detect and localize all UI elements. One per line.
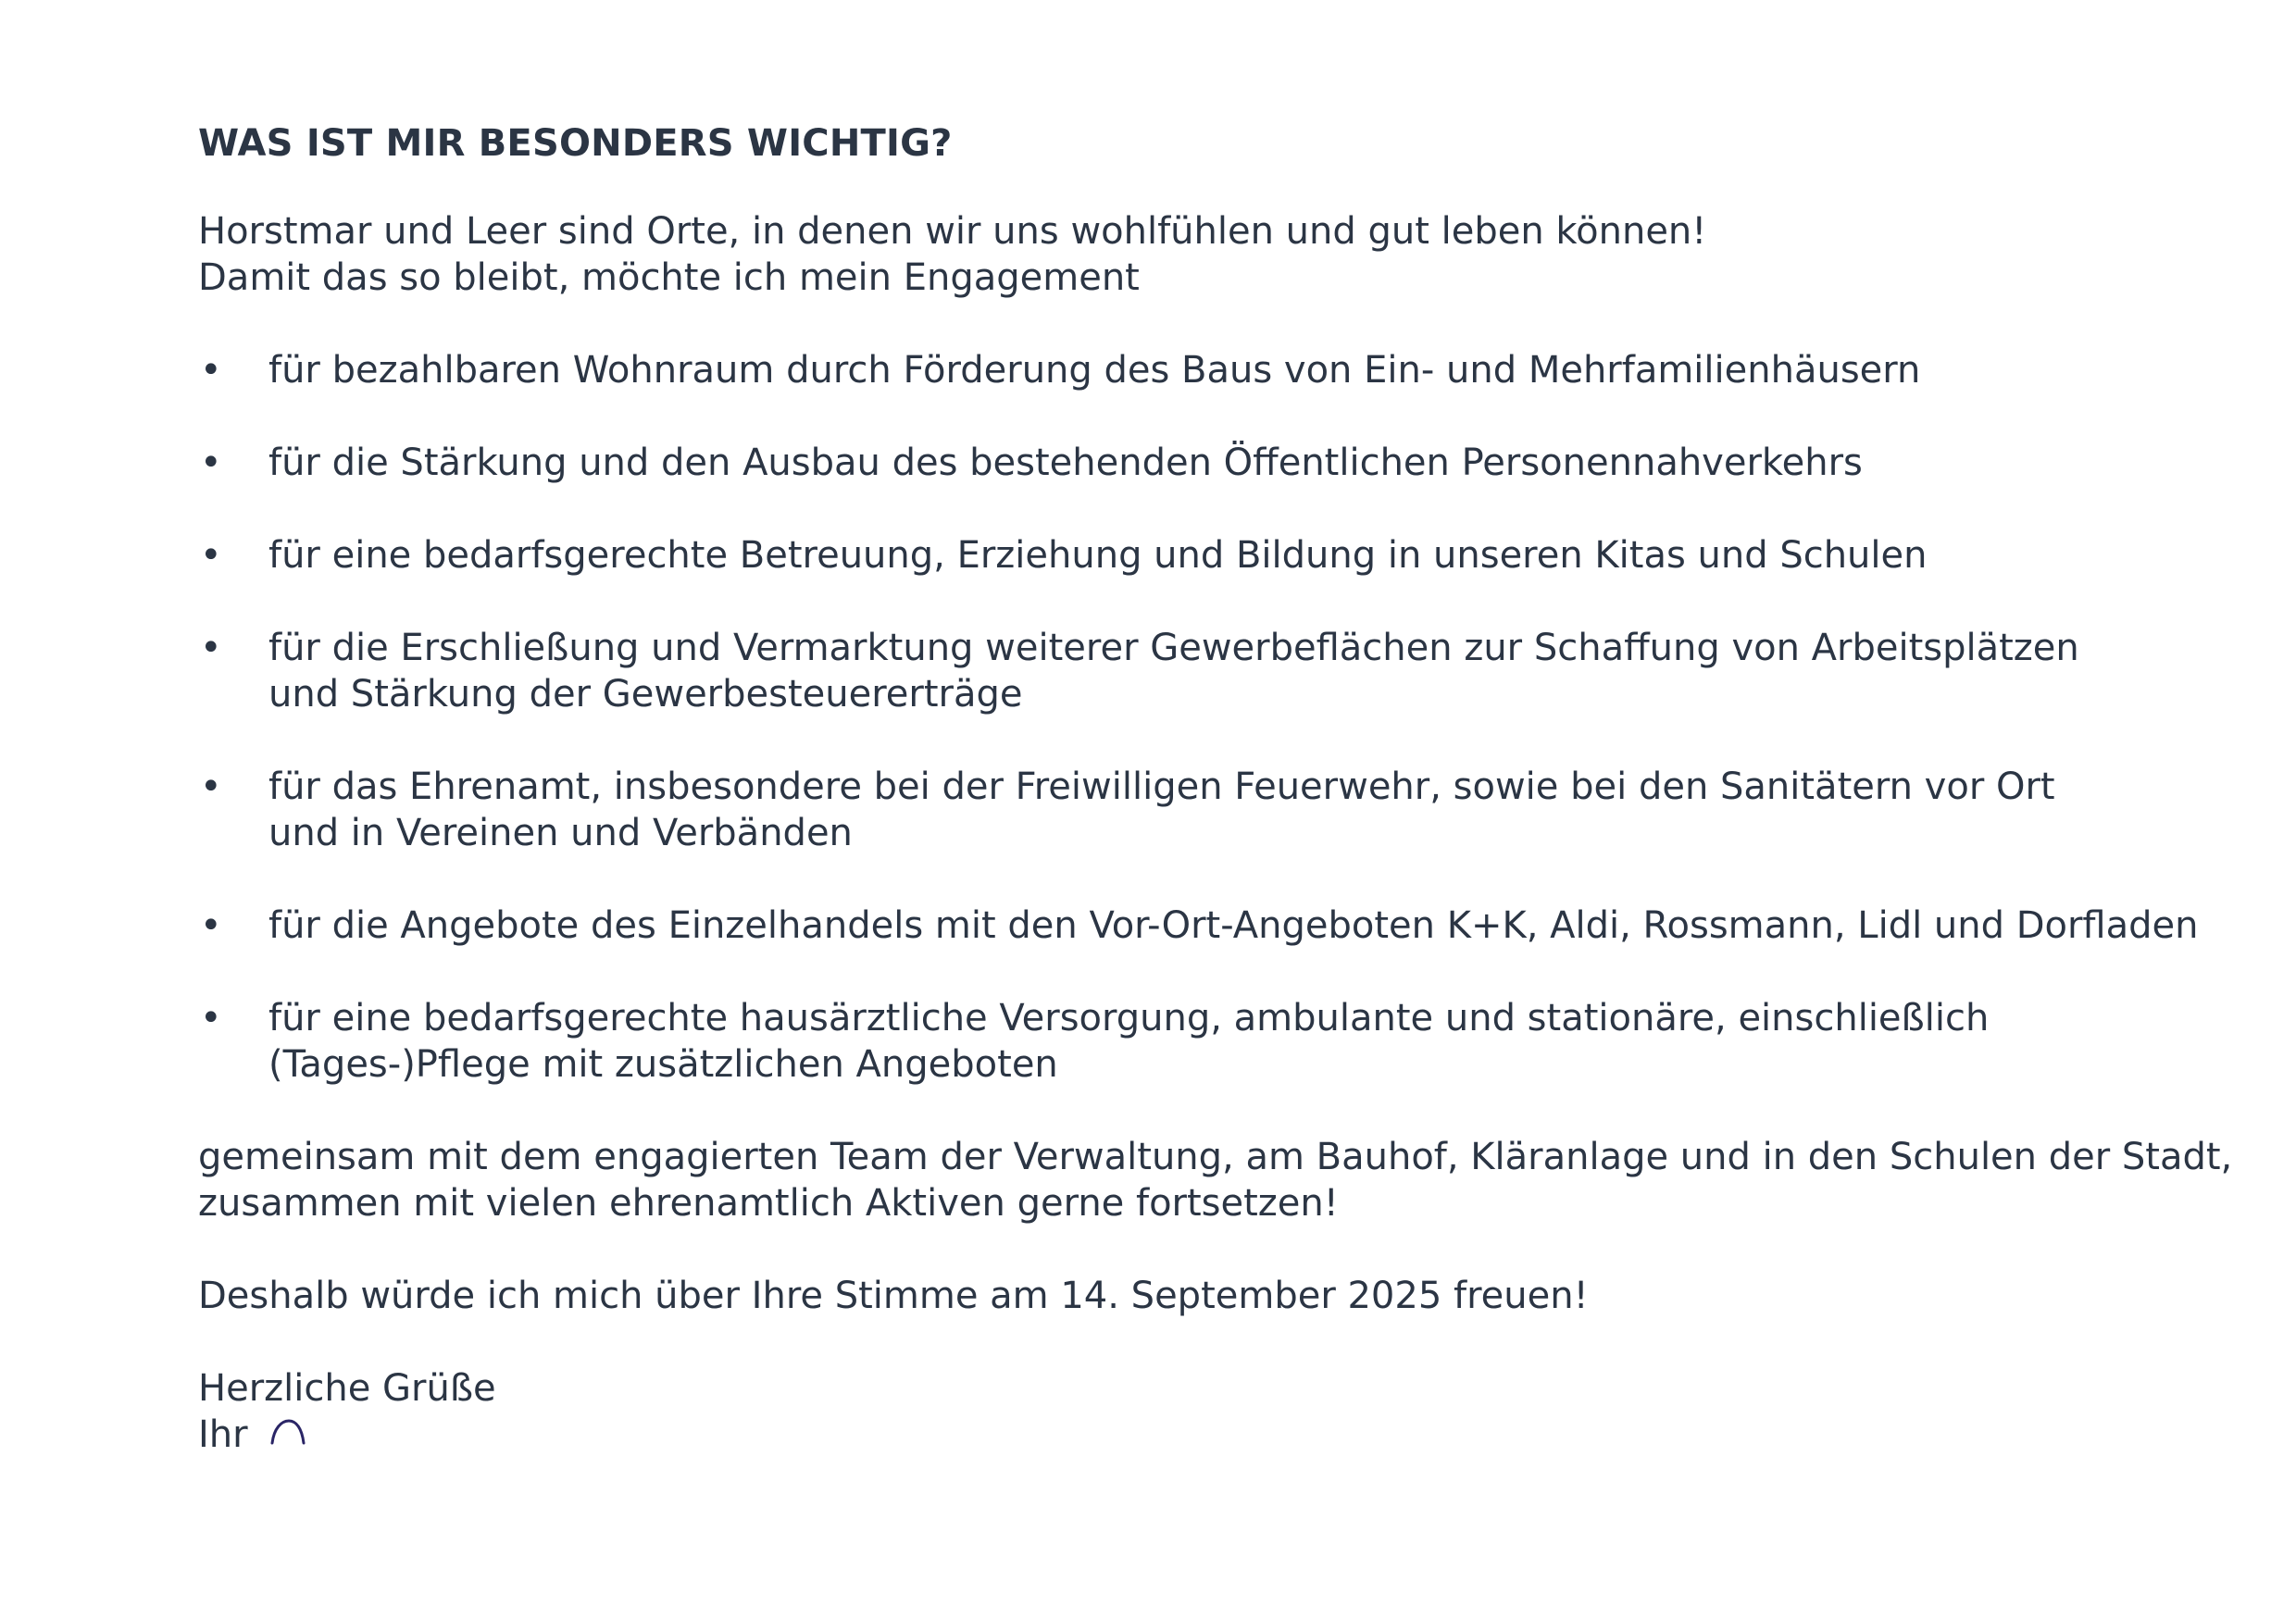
- list-item-text: für eine bedarfsgerechte Betreuung, Erziehung und Bildung in unseren Kitas und Schulen: [268, 534, 1928, 577]
- signature-icon: [268, 1410, 309, 1456]
- bullet-icon: •: [200, 765, 222, 808]
- priorities-list: [198, 347, 2253, 1088]
- list-item-text: für das Ehrenamt, insbesondere bei der Freiwilligen Feuerwehr, sowie bei den Sanitätern vor Ort: [268, 765, 2055, 808]
- bullet-icon: •: [200, 627, 222, 669]
- intro-line-1: Horstmar und Leer sind Orte, in denen wir uns wohlfühlen und gut leben können!: [198, 210, 1707, 253]
- list-item-text: für die Erschließung und Vermarktung weiterer Gewerbeflächen zur Schaffung von Arbeitsplätzen: [268, 627, 2079, 669]
- list-item-text: für die Angebote des Einzelhandels mit den Vor-Ort-Angeboten K+K, Aldi, Rossmann, Lidl und Dorfladen: [268, 904, 2199, 947]
- list-item: [198, 440, 2253, 486]
- greeting-block: [198, 1365, 2253, 1460]
- closing-paragraph: [198, 1134, 2253, 1226]
- signoff-text: Ihr: [198, 1413, 248, 1456]
- bullet-icon: •: [200, 442, 222, 484]
- vote-request: Deshalb würde ich mich über Ihre Stimme am 14. September 2025 freuen!: [198, 1275, 1589, 1317]
- list-item: [198, 902, 2253, 949]
- list-item: [198, 764, 2253, 856]
- list-item: [198, 625, 2253, 717]
- list-item-text: für bezahlbaren Wohnraum durch Förderung des Baus von Ein- und Mehrfamilienhäusern: [268, 349, 1921, 392]
- signoff-row: [198, 1412, 2253, 1460]
- bullet-icon: •: [200, 997, 222, 1039]
- bullet-icon: •: [200, 534, 222, 577]
- list-item: [198, 995, 2253, 1088]
- list-item-text: für eine bedarfsgerechte hausärztliche Versorgung, ambulante und stationäre, einschließlich: [268, 997, 1990, 1039]
- greeting-text: Herzliche Grüße: [198, 1367, 496, 1410]
- bullet-icon: •: [200, 349, 222, 392]
- list-item-text: für die Stärkung und den Ausbau des bestehenden Öffentlichen Personennahverkehrs: [268, 442, 1863, 484]
- closing-line-2: zusammen mit vielen ehrenamtlich Aktiven gerne fortsetzen!: [198, 1182, 1339, 1225]
- list-item-text-continued: und Stärkung der Gewerbesteuererträge: [268, 673, 1023, 716]
- page-title: WAS IST MIR BESONDERS WICHTIG?: [198, 122, 953, 165]
- list-item: [198, 347, 2253, 393]
- intro-paragraph: [198, 208, 2253, 301]
- list-item-text-continued: und in Vereinen und Verbänden: [268, 812, 853, 854]
- intro-line-2: Damit das so bleibt, möchte ich mein Engagement: [198, 256, 1140, 299]
- list-item: [198, 532, 2253, 579]
- letter-content: [198, 116, 2253, 1460]
- bullet-icon: •: [200, 904, 222, 947]
- closing-line-1: gemeinsam mit dem engagierten Team der Verwaltung, am Bauhof, Kläranlage und in den Schulen der Stadt,: [198, 1136, 2233, 1178]
- list-item-text-continued: (Tages-)Pflege mit zusätzlichen Angeboten: [268, 1043, 1058, 1086]
